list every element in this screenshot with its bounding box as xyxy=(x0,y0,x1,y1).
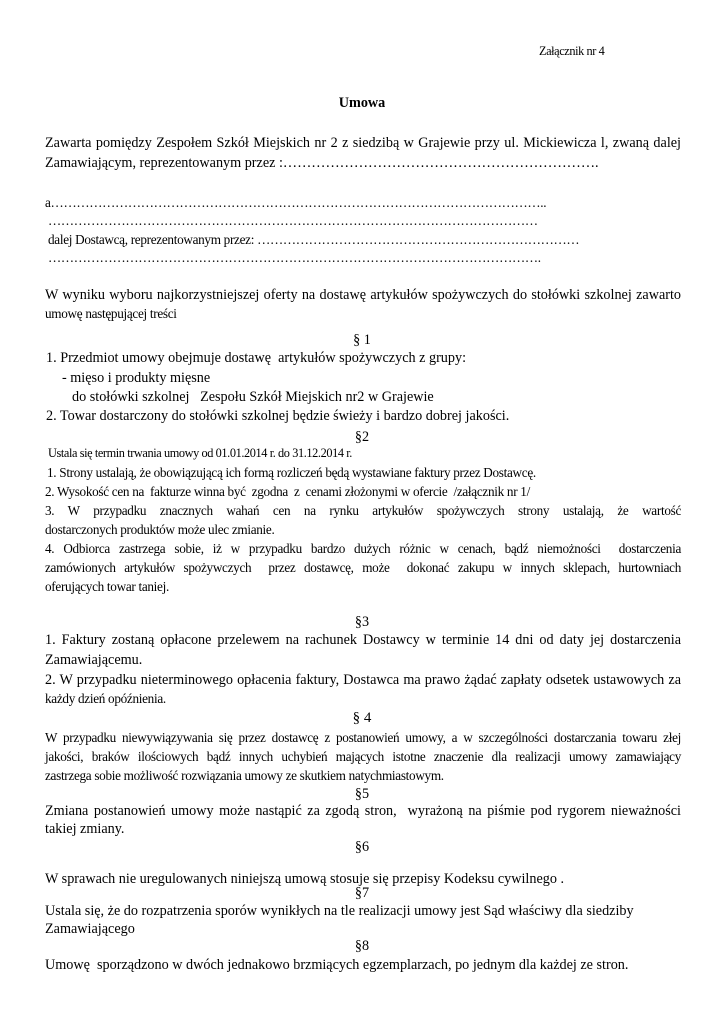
section-2-line: dostarczonych produktów może ulec zmianie. xyxy=(45,522,275,537)
section-7-line: Ustala się, że do rozpatrzenia sporów wynikłych na tle realizacji umowy jest Sąd właściwy dla siedziby xyxy=(45,903,634,919)
section-4-line: W przypadku niewywiązywania się przez dostawcę z postanowień umowy, a w szczególności dostarczania towaru złej xyxy=(45,730,681,745)
party-line: ……………………………………………………………………………………………………. xyxy=(48,250,541,265)
party-line: …………………………………………………………………………………………………… xyxy=(48,213,538,228)
section-5-heading: §5 xyxy=(354,786,370,802)
section-6-line: W sprawach nie uregulowanych niniejszą umową stosuje się przepisy Kodeksu cywilnego . xyxy=(45,871,565,887)
section-7-line: Zamawiającego xyxy=(45,921,135,937)
section-1-line: - mięso i produkty mięsne xyxy=(62,370,211,386)
party-line: a…………………………………………………………………………………………………….. xyxy=(45,195,547,210)
section-4-line: zastrzega sobie możliwość rozwiązania umowy ze skutkiem natychmiastowym. xyxy=(45,768,444,783)
intro-line: Zawarta pomiędzy Zespołem Szkół Miejskich nr 2 z siedzibą w Grajewie przy ul. Mickiewicza l, zwaną dalej xyxy=(45,135,681,151)
section-2-line: 3. W przypadku znacznych wahań cen na rynku artykułów spożywczych strony ustalają, że wartość xyxy=(45,503,681,518)
section-2-line: 4. Odbiorca zastrzega sobie, iż w przypadku bardzo dużych różnic w cenach, bądź niemożności dostarczenia xyxy=(45,541,681,556)
section-8-line: Umowę sporządzono w dwóch jednakowo brzmiących egzemplarzach, po jednym dla każdej ze stron. xyxy=(45,957,629,973)
intro-line: Zamawiającym, reprezentowanym przez :…………………………………………………………. xyxy=(45,155,599,171)
preamble-line: umowę następującej treści xyxy=(45,306,177,321)
section-2-line: 2. Wysokość cen na fakturze winna być zgodna z cenami złożonymi w ofercie /załącznik nr 1/ xyxy=(45,484,530,499)
section-5-line: takiej zmiany. xyxy=(45,821,125,837)
section-4-line: jakości, braków ilościowych bądź innych uchybień mających istotne znaczenie dla realizacji umowy zamawiający xyxy=(45,749,681,764)
section-3-line: każdy dzień opóźnienia. xyxy=(45,691,166,706)
section-2-heading: §2 xyxy=(354,429,370,445)
party-line: dalej Dostawcą, reprezentowanym przez: ………………………………………………………………… xyxy=(48,232,580,247)
section-1-line: do stołówki szkolnej Zespołu Szkół Miejskich nr2 w Grajewie xyxy=(72,389,434,405)
section-2-line: zamówionych artykułów spożywczych przez dostawcę, może dokonać zakupu w innych sklepach, hurtowniach xyxy=(45,560,681,575)
section-2-line: oferujących towar taniej. xyxy=(45,579,169,594)
section-6-heading: §6 xyxy=(354,839,370,855)
preamble-line: W wyniku wyboru najkorzystniejszej oferty na dostawę artykułów spożywczych do stołówki szkolnej zawarto xyxy=(45,287,681,303)
section-3-line: Zamawiającemu. xyxy=(45,652,143,668)
section-3-line: 1. Faktury zostaną opłacone przelewem na rachunek Dostawcy w terminie 14 dni od daty jej dostarczenia xyxy=(45,632,681,648)
section-2-line: 1. Strony ustalają, że obowiązującą ich formą rozliczeń będą wystawiane faktury przez Dostawcę. xyxy=(47,465,536,480)
section-8-heading: §8 xyxy=(354,938,370,954)
section-1-line: 2. Towar dostarczony do stołówki szkolnej będzie świeży i bardzo dobrej jakości. xyxy=(46,408,510,424)
section-1-line: 1. Przedmiot umowy obejmuje dostawę artykułów spożywczych z grupy: xyxy=(46,350,467,366)
section-4-heading: § 4 xyxy=(352,710,372,726)
section-3-line: 2. W przypadku nieterminowego opłacenia faktury, Dostawca ma prawo żądać zapłaty odsetek ustawowych za xyxy=(45,672,681,688)
annex-label: Załącznik nr 4 xyxy=(539,44,605,58)
section-1-heading: § 1 xyxy=(353,332,371,348)
section-2-line: Ustala się termin trwania umowy od 01.01.2014 r. do 31.12.2014 r. xyxy=(48,446,352,460)
section-7-heading: §7 xyxy=(354,885,370,901)
document-title: Umowa xyxy=(338,95,386,111)
section-5-line: Zmiana postanowień umowy może nastąpić za zgodą stron, wyrażoną na piśmie pod rygorem nieważności xyxy=(45,803,681,819)
section-3-heading: §3 xyxy=(354,614,370,630)
